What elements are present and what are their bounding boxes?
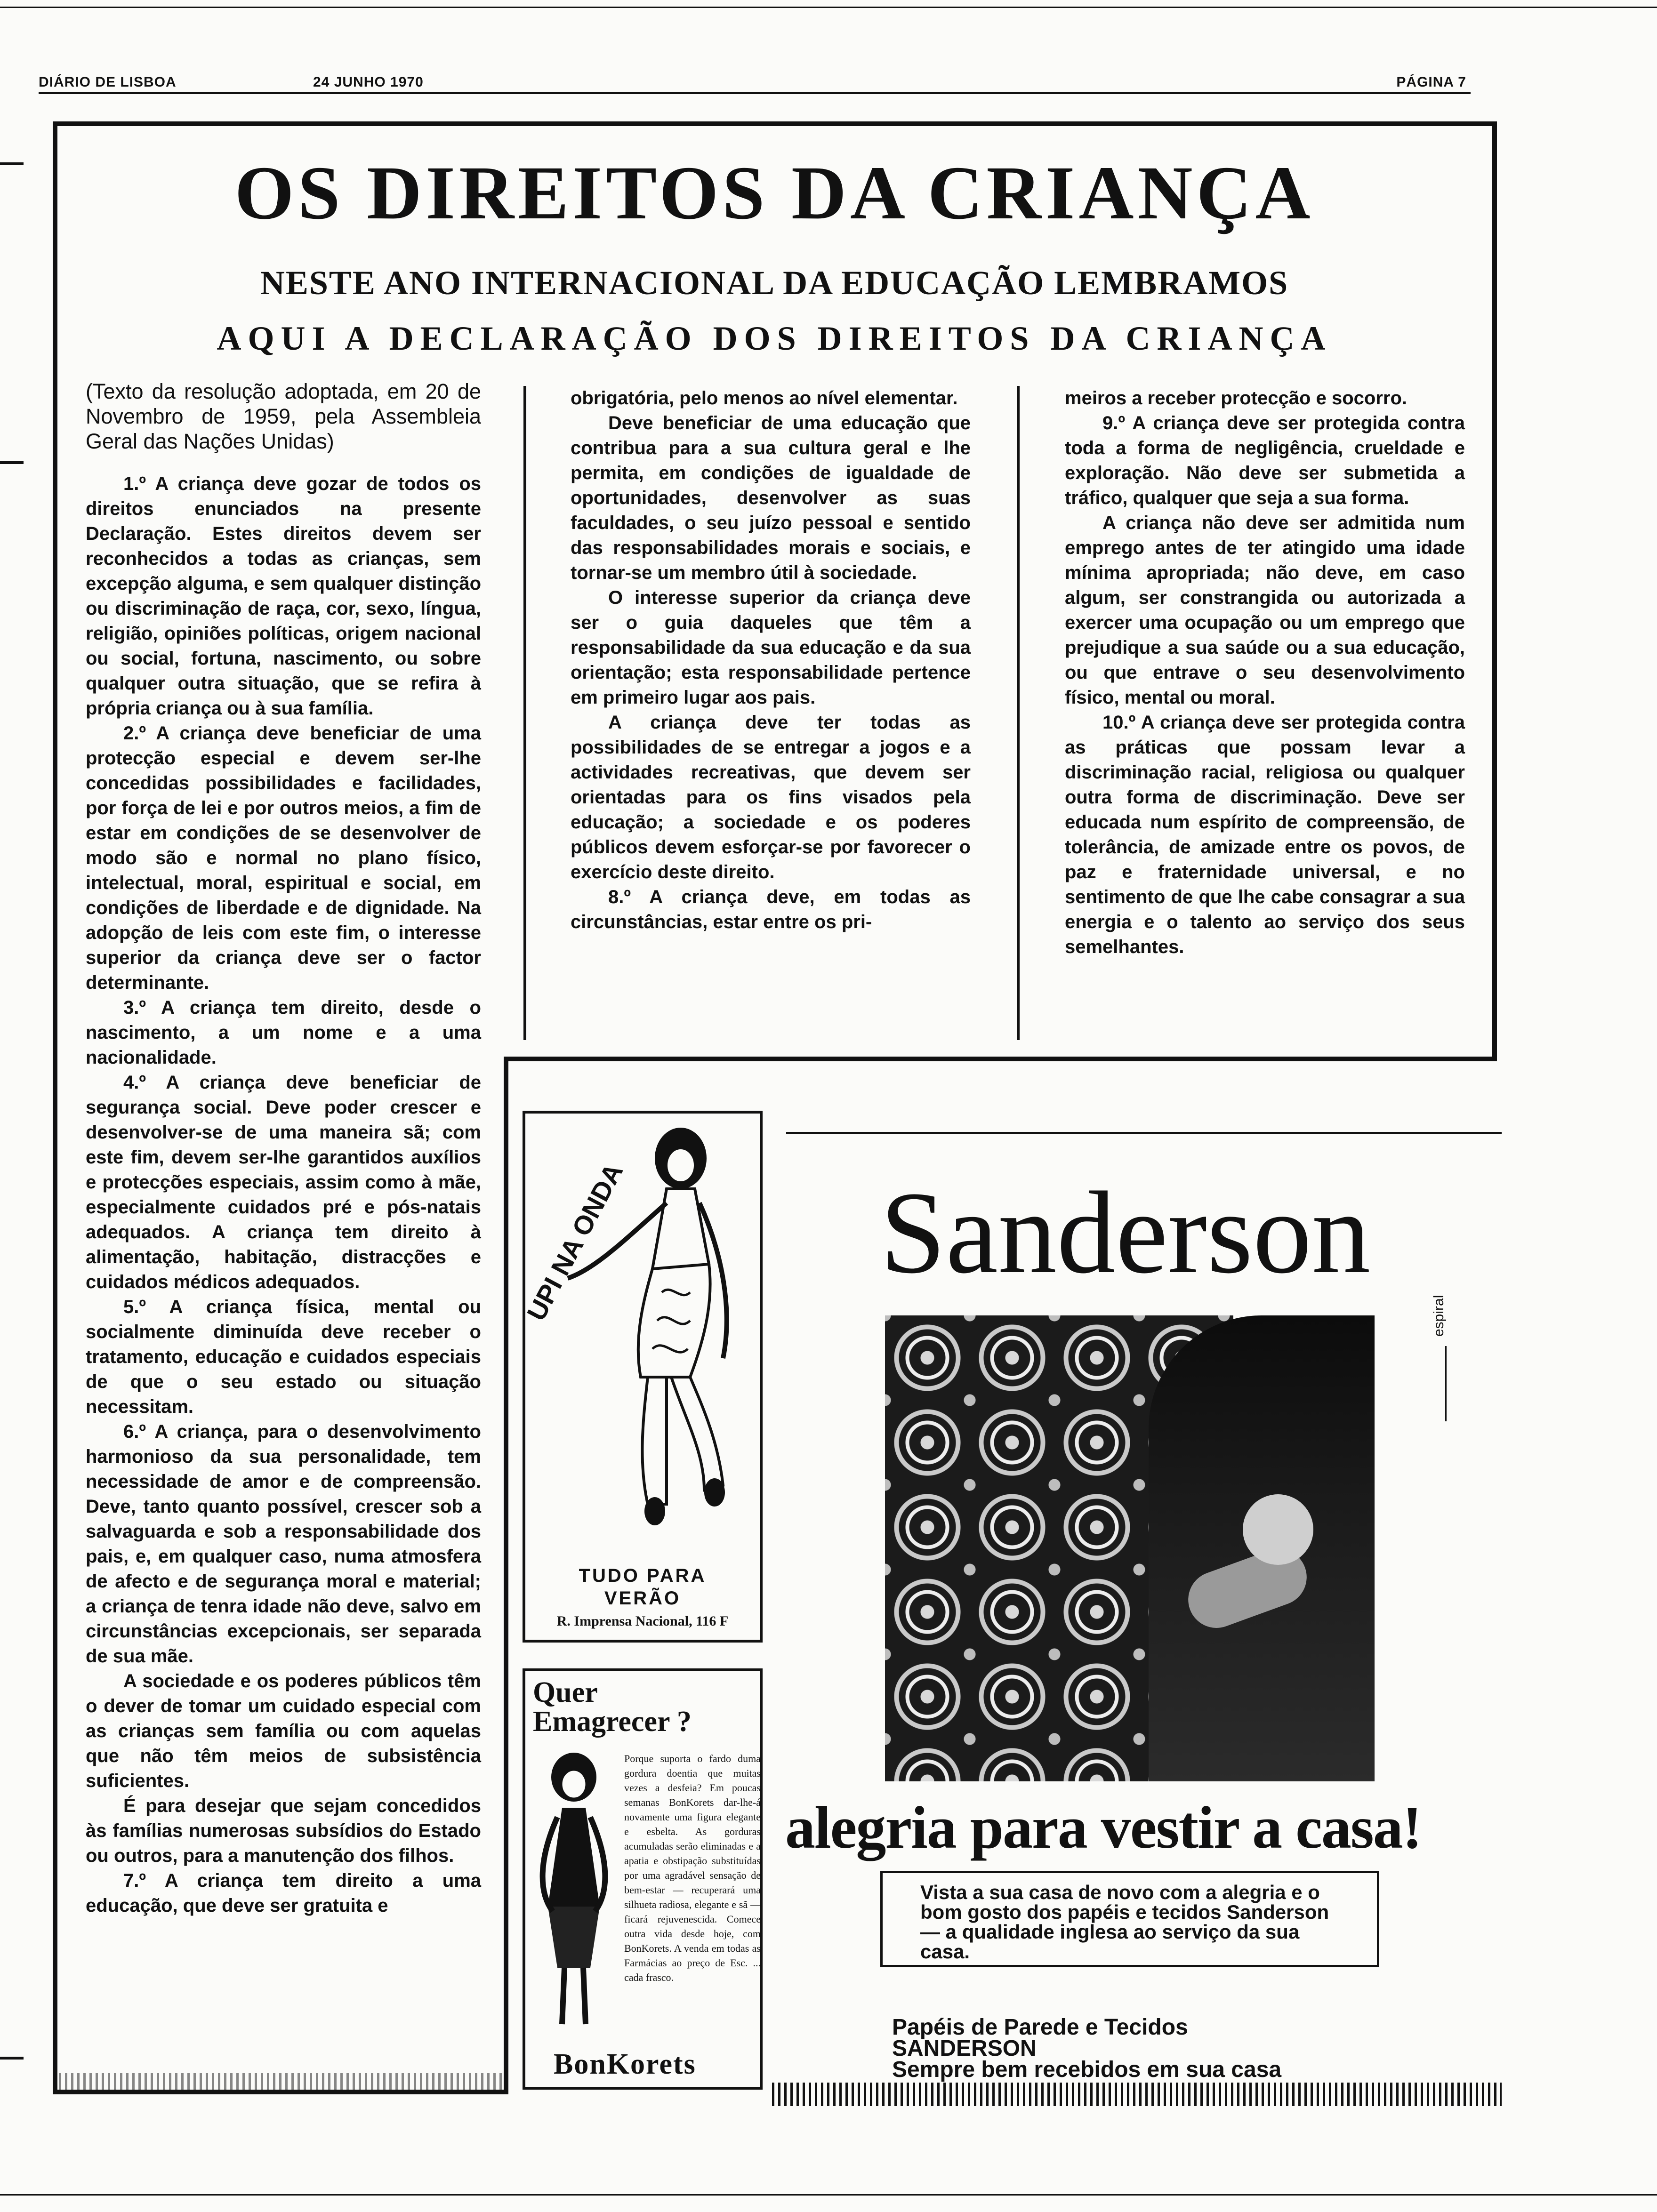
article-paragraph: O interesse superior da criança deve ser o guia daqueles que têm a responsabilidade da sua educação e da sua orientação; esta responsabilidade pertence em primeiro lugar aos pais. [571,587,971,708]
sanderson-brand: Sanderson [880,1168,1371,1298]
article-column-1 [86,379,481,1918]
article-paragraph: obrigatória, pelo menos ao nível elementar. [571,388,958,409]
sanderson-footer-line2: SANDERSON [892,2036,1037,2061]
sanderson-body-box [880,1871,1379,1967]
article-paragraph: 9.º A criança deve ser protegida contra toda a forma de negligência, crueldade e exploração. Não deve ser submetida a tráfico, qualquer que seja a sua forma. [1065,413,1465,508]
diet-body: Porque suporta o fardo duma gordura doentia que muitas vezes a desfeia? Em poucas semanas BonKorets dar-lhe-á novamente uma figura elegante e esbelta. As gorduras acumuladas serão eliminadas e a apatia e obstipação substituídas por uma agradável sensação de bem-estar — recuperará uma silhueta radiosa, elegante e sã — ficará rejuvenescida. Comece outra vida desde hoje, com BonKorets. A venda em todas as Farmácias ao preço de Esc. ... cada frasco. [624,1753,761,1983]
diet-headline-line2: Emagrecer ? [533,1706,692,1738]
newspaper-name: DIÁRIO DE LISBOA [39,74,177,90]
column-divider-2 [1017,386,1020,1040]
article-title: OS DIREITOS DA CRIANÇA [234,151,1314,235]
article-paragraph: A sociedade e os poderes públicos têm o dever de tomar um cuidado especial com as crianças sem família ou com aquelas que não têm meios de subsistência suficientes. [86,1671,481,1791]
dancing-woman-illustration [525,1114,761,1551]
article-paragraph: 5.º A criança física, mental ou socialmente diminuída deve receber o tratamento, educação e cuidados especiais de que o seu estado ou situação necessitam. [86,1297,481,1417]
page-number: PÁGINA 7 [1396,74,1466,90]
article-paragraph: Deve beneficiar de uma educação que contribua para a sua cultura geral e lhe permita, em condições de igualdade de oportunidades, desenvolver as suas faculdades, o seu juízo pessoal e sentido das responsabilidades morais e sociais, e tornar-se um membro útil à sociedade. [571,413,971,583]
sanderson-headline: alegria para vestir a casa! [785,1794,1422,1861]
fashion-ad [523,1111,763,1643]
top-edge-rule [0,7,1657,8]
fashion-address: R. Imprensa Nacional, 116 F [556,1613,729,1629]
woman-photo [1149,1315,1375,1781]
article-paragraph: 10.º A criança deve ser protegida contra as práticas que possam levar a discriminação racial, religiosa ou qualquer outra forma de discriminação. Deve ser educada num espírito de compreensão, de tolerância, de amizade entre os povos, de paz e fraternidade universal, e no sentimento de que lhe cabe consagrar a sua energia e o talento ao serviço dos seus semelhantes. [1065,712,1465,957]
article-paragraph: É para desejar que sejam concedidos às famílias numerosas subsídios do Estado ou outros, para a manutenção dos filhos. [86,1795,481,1866]
article-paragraph: 4.º A criança deve beneficiar de segurança social. Deve poder crescer e desenvolver-se de uma maneira sã; com este fim, devem ser-lhe garantidos auxílios e protecções especiais, assim como à mãe, especialmente cuidados pré e pós-natais adequados. A criança tem direito à alimentação, habitação, distracções e cuidados médicos adequados. [86,1072,481,1292]
diet-brand: BonKorets [554,2048,696,2080]
bottom-hatch-bar-left [59,2073,506,2092]
article-frame-left [53,1054,57,2094]
article-subtitle-line2: AQUI A DECLARAÇÃO DOS DIREITOS DA CRIANÇA [217,320,1332,357]
slim-woman-illustration [529,1751,619,2034]
agency-credit: espiral [1431,1295,1447,1337]
article-paragraph: A criança não deve ser admitida num emprego antes de ter atingido uma idade mínima apropriada; não deve, em caso algum, ser constrangida ou autorizada a exercer uma ocupação ou um emprego que prejudique a sua saúde ou a sua educação, ou que entrave o seu desenvolvimento físico, mental ou moral. [1065,513,1465,708]
agency-credit-rule [1445,1346,1447,1421]
bottom-hatch-bar [772,2083,1502,2106]
sanderson-footer-line1: Papéis de Parede e Tecidos [892,2015,1188,2040]
article-frame-inner-right [504,1059,508,2094]
article-column-3 [1065,386,1465,960]
fashion-slogan-line2: VERÃO [604,1588,681,1609]
article-paragraph: A criança deve ter todas as possibilidades de se entregar a jogos e a actividades recreativas, que devem ser orientadas para os fins visados pela educação; a sociedade e os poderes públicos devem esforçar-se por favorecer o exercício deste direito. [571,712,971,882]
article-paragraph: 7.º A criança tem direito a uma educação, que deve ser gratuita e [86,1870,481,1916]
article-paragraph: 8.º A criança deve, em todas as circunstâncias, estar entre os pri- [571,887,971,932]
header-rule [39,92,1471,94]
article-paragraph: 3.º A criança tem direito, desde o nascimento, a um nome e a uma nacionalidade. [86,997,481,1068]
margin-mark [0,461,24,464]
fashion-logo: UPI NA ONDA [521,1158,629,1326]
article-paragraph: meiros a receber protecção e socorro. [1065,388,1407,409]
article-paragraph: 6.º A criança, para o desenvolvimento harmonioso da sua personalidade, tem necessidade de amor e de compreensão. Deve, tanto quanto possível, crescer sob a salvaguarda e sob a responsabilidade dos pais, e, em qualquer caso, numa atmosfera de afecto e de segurança moral e material; a criança de tenra idade não deve, salvo em circunstâncias excepcionais, ser separada de sua mãe. [86,1421,481,1667]
article-paragraph: 2.º A criança deve beneficiar de uma protecção especial e devem ser-lhe concedidas possibilidades e facilidades, por força de lei e por outros meios, a fim de estar em condições de se desenvolver de modo são e normal no plano físico, intelectual, moral, espiritual e social, em condições de liberdade e de dignidade. Na adopção de leis com este fim, o interesse superior da criança deve ser o factor determinante. [86,723,481,993]
article-frame-step [504,1057,1497,1061]
fashion-slogan-line1: TUDO PARA [579,1565,707,1586]
article-subtitle-line1: NESTE ANO INTERNACIONAL DA EDUCAÇÃO LEMBRAMOS [260,264,1289,302]
column-divider-1 [523,386,526,1040]
resolution-note: (Texto da resolução adoptada, em 20 de Novembro de 1959, pela Assembleia Geral das Nações Unidas) [86,379,481,453]
margin-mark [0,162,24,165]
issue-date: 24 JUNHO 1970 [313,74,424,90]
sanderson-body: Vista a sua casa de novo com a alegria e o bom gosto dos papéis e tecidos Sanderson — a qualidade inglesa ao serviço da sua casa. [920,1881,1329,1963]
diet-ad [523,1668,763,2090]
sanderson-top-rule [786,1132,1502,1134]
bottom-edge-rule [0,2194,1657,2196]
sanderson-wallpaper-photo [885,1315,1375,1781]
diet-headline-line1: Quer [533,1676,598,1708]
sanderson-footer-line3: Sempre bem recebidos em sua casa [892,2057,1282,2082]
article-paragraph: 1.º A criança deve gozar de todos os direitos enunciados na presente Declaração. Estes direitos devem ser reconhecidos a todas as crianças, sem excepção alguma, e sem qualquer distinção ou discriminação de raça, cor, sexo, língua, religião, opiniões políticas, origem nacional ou social, fortuna, nascimento, ou sobre qualquer outra situação, que se refira à própria criança ou à sua família. [86,473,481,719]
article-column-2 [571,386,971,935]
margin-mark [0,2057,24,2060]
